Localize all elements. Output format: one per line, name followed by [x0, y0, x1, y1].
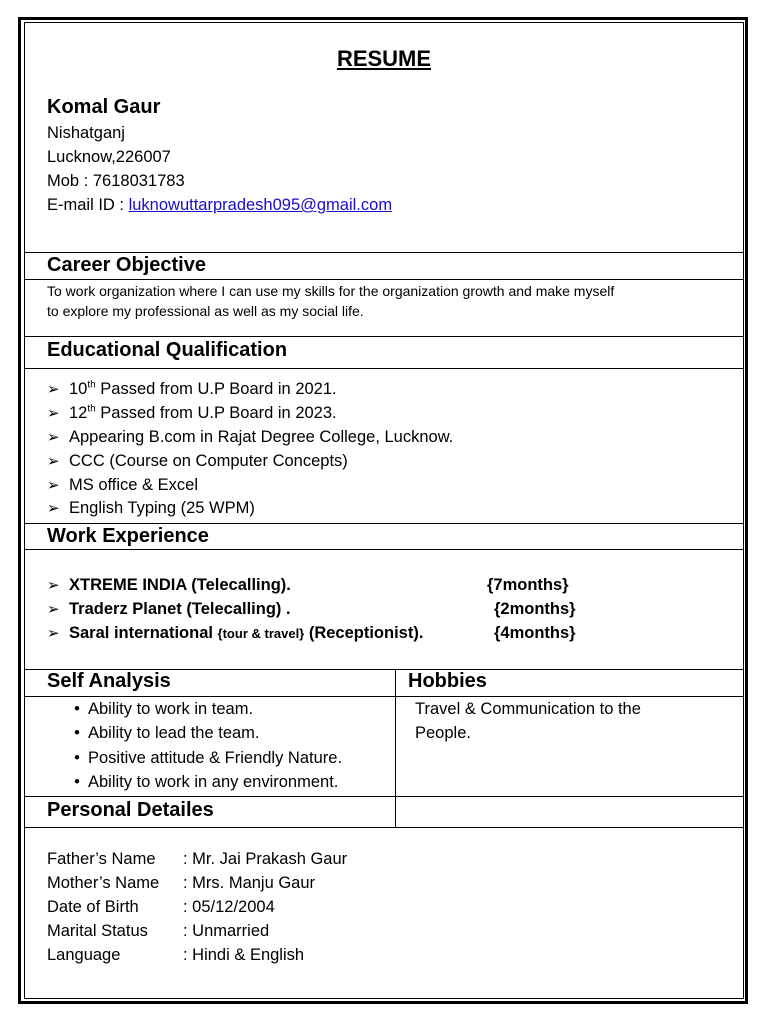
work-duration-2: {2months}	[494, 600, 576, 618]
self-analysis-item-1: • Ability to work in team.	[66, 700, 253, 719]
bullet-icon: •	[74, 749, 80, 767]
divider-analysis-bottom	[24, 696, 744, 697]
arrow-bullet-icon: ➢	[47, 453, 60, 470]
email-line	[47, 196, 392, 215]
divider-column	[395, 669, 396, 827]
arrow-bullet-icon: ➢	[47, 429, 60, 446]
self-analysis-heading: Self Analysis	[47, 670, 171, 692]
work-experience-heading: Work Experience	[47, 525, 209, 547]
personal-row-marital: Marital Status : Unmarried	[47, 922, 270, 940]
personal-row-dob: Date of Birth : 05/12/2004	[47, 898, 275, 916]
email-link[interactable]: luknowuttarpradesh095@gmail.com	[128, 196, 393, 214]
divider-education-bottom	[24, 368, 744, 369]
work-item-2: ➢ Traderz Planet (Telecalling) .	[47, 600, 291, 618]
bullet-icon: •	[74, 724, 80, 742]
hobbies-line-1: Travel & Communication to the	[415, 700, 641, 718]
personal-row-language: Language : Hindi & English	[47, 946, 305, 964]
arrow-bullet-icon: ➢	[47, 405, 60, 422]
divider-personal-top	[24, 796, 744, 797]
mobile-number: 7618031783	[92, 172, 185, 190]
education-item-6: ➢ English Typing (25 WPM)	[47, 499, 255, 517]
self-analysis-item-3: • Positive attitude & Friendly Nature.	[66, 749, 342, 768]
education-item-1: ➢ 10th Passed from U.P Board in 2021.	[47, 379, 337, 398]
arrow-bullet-icon: ➢	[47, 477, 60, 494]
arrow-bullet-icon: ➢	[47, 577, 60, 594]
career-objective-line-2: to explore my professional as well as my social life.	[47, 303, 364, 319]
arrow-bullet-icon: ➢	[47, 625, 60, 642]
education-item-3: ➢ Appearing B.com in Rajat Degree College, Lucknow.	[47, 428, 454, 446]
personal-row-mother: Mother’s Name : Mrs. Manju Gaur	[47, 874, 316, 892]
education-item-5: ➢ MS office & Excel	[47, 476, 198, 494]
self-analysis-item-4: • Ability to work in any environment.	[66, 773, 338, 792]
divider-work-top	[24, 523, 744, 524]
page-title: RESUME	[336, 46, 432, 71]
education-item-2: ➢ 12th Passed from U.P Board in 2023.	[47, 403, 337, 422]
divider-career-bottom	[24, 279, 744, 280]
arrow-bullet-icon: ➢	[47, 381, 60, 398]
candidate-name: Komal Gaur	[47, 96, 161, 118]
address-line-2: Lucknow,226007	[47, 148, 171, 166]
personal-details-heading: Personal Detailes	[47, 799, 214, 821]
hobbies-line-2: People.	[415, 724, 471, 742]
arrow-bullet-icon: ➢	[47, 601, 60, 618]
arrow-bullet-icon: ➢	[47, 500, 60, 517]
bullet-icon: •	[74, 700, 80, 718]
work-item-1: ➢ XTREME INDIA (Telecalling).	[47, 576, 291, 594]
divider-career-top	[24, 252, 744, 253]
work-duration-1: {7months}	[487, 576, 569, 594]
education-heading: Educational Qualification	[47, 339, 288, 361]
email-label: E-mail ID :	[47, 196, 129, 214]
personal-row-father: Father’s Name : Mr. Jai Prakash Gaur	[47, 850, 348, 868]
bullet-icon: •	[74, 773, 80, 791]
mobile-line	[47, 172, 185, 191]
work-duration-3: {4months}	[494, 624, 576, 642]
mobile-label: Mob :	[47, 172, 93, 190]
divider-personal-bottom	[24, 827, 744, 828]
hobbies-heading: Hobbies	[408, 670, 487, 692]
address-line-1: Nishatganj	[47, 124, 125, 142]
divider-work-bottom	[24, 549, 744, 550]
career-objective-heading: Career Objective	[47, 254, 206, 276]
divider-education-top	[24, 336, 744, 337]
work-item-3: ➢ Saral international {tour & travel} (Receptionist).	[47, 624, 424, 642]
education-item-4: ➢ CCC (Course on Computer Concepts)	[47, 452, 348, 470]
career-objective-line-1: To work organization where I can use my skills for the organization growth and make myself	[47, 283, 615, 299]
self-analysis-item-2: • Ability to lead the team.	[66, 724, 260, 743]
